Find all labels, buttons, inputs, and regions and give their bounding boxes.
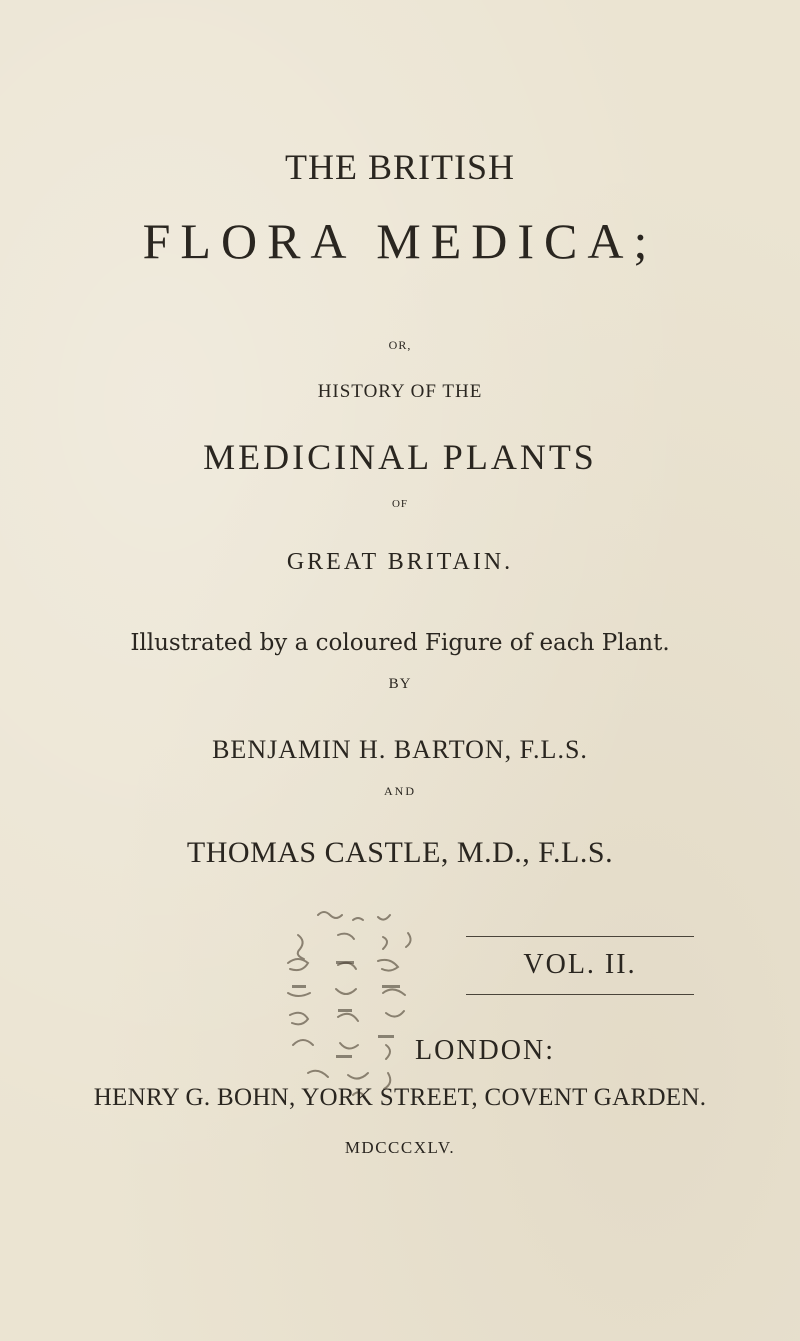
title-line-the-british: THE BRITISH (285, 147, 515, 187)
imprint-publisher: HENRY G. BOHN, YORK STREET, COVENT GARDEN. (93, 1084, 707, 1111)
subtitle-history-of-the: HISTORY OF THE (317, 381, 483, 402)
author-barton: BENJAMIN H. BARTON, F.L.S. (212, 735, 588, 764)
and-label: AND (384, 784, 416, 798)
subtitle-of: OF (391, 498, 409, 510)
illustration-note: Illustrated by a coloured Figure of each Plant. (130, 630, 670, 656)
publisher-device-ornament-icon (278, 905, 438, 1105)
volume-rule-top (466, 936, 694, 937)
subtitle-or: OR, (388, 338, 412, 352)
volume-label: VOL. II. (523, 949, 637, 980)
by-label: BY (388, 676, 412, 692)
author-castle: THOMAS CASTLE, M.D., F.L.S. (186, 836, 614, 869)
imprint-year: MDCCCXLV. (344, 1138, 456, 1157)
volume-rule-bottom (466, 994, 694, 995)
volume-block (466, 936, 694, 988)
title-line-flora-medica: FLORA MEDICA; (142, 213, 658, 269)
subtitle-great-britain: GREAT BRITAIN. (286, 549, 514, 575)
imprint-place: LONDON: (415, 1035, 555, 1066)
subtitle-medicinal-plants: MEDICINAL PLANTS (203, 437, 597, 477)
